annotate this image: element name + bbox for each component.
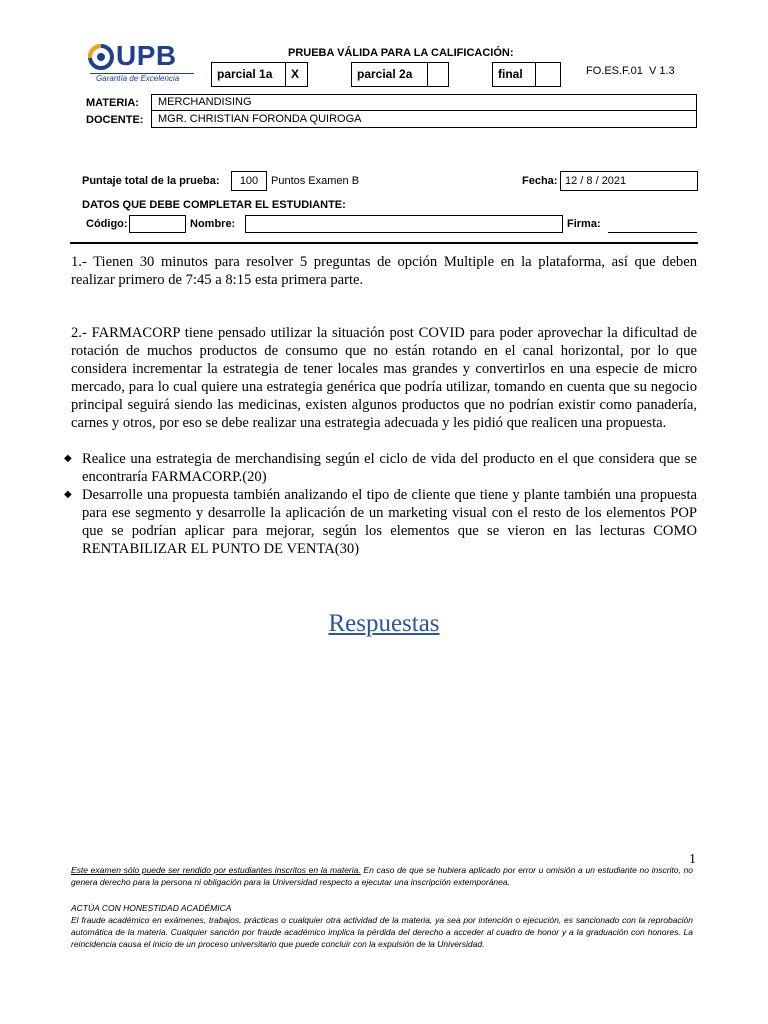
- diamond-bullet-icon: ◆: [64, 489, 72, 500]
- footer-notice-underlined: Este examen sólo puede ser rendido por estudiantes inscritos en la materia.: [71, 865, 361, 875]
- final-label: final: [492, 62, 536, 87]
- teacher-field: MGR. CHRISTIAN FORONDA QUIROGA: [151, 110, 697, 128]
- final-checkbox[interactable]: [535, 62, 561, 87]
- name-label: Nombre:: [190, 218, 236, 230]
- teacher-label: DOCENTE:: [86, 114, 144, 126]
- list-item: [60, 450, 697, 486]
- diamond-bullet-icon: ◆: [64, 453, 72, 464]
- partial-2-checkbox[interactable]: [427, 62, 449, 87]
- upb-logo: [88, 40, 198, 88]
- question-2-bullets: [60, 450, 697, 558]
- signature-label: Firma:: [567, 218, 601, 230]
- code-field[interactable]: [129, 215, 186, 233]
- partial-1-label: parcial 1a: [211, 62, 286, 87]
- signature-line[interactable]: [608, 232, 697, 233]
- partial-2-label: parcial 2a: [351, 62, 428, 87]
- subject-label: MATERIA:: [86, 97, 139, 109]
- logo-tagline: Garantía de Excelencia: [96, 74, 180, 83]
- honesty-title: ACTÚA CON HONESTIDAD ACADÉMICA: [71, 903, 232, 913]
- upb-logo-mark-icon: [88, 44, 114, 70]
- bullet-text: Desarrolle una propuesta también analizando el tipo de cliente que tiene y plante también una propuesta para ese segmento y desarrolle la aplicación de un marketing visual con el resto de los elementos POP que se podrían aplicar para mejorar, según los elementos que se vieron en las lecturas COMO RENTABILIZAR EL PUNTO DE VENTA(30): [82, 487, 697, 557]
- bullet-text: Realice una estrategia de merchandising según el ciclo de vida del producto en el que considera que se encontraría FARMACORP.(20): [82, 451, 697, 485]
- header-divider: [70, 242, 698, 244]
- partial-1-checkbox[interactable]: X: [285, 62, 308, 87]
- date-label: Fecha:: [522, 175, 558, 187]
- exam-type: Puntos Examen B: [271, 175, 360, 187]
- date-field: 12 / 8 / 2021: [560, 171, 698, 191]
- exam-valid-title: PRUEBA VÁLIDA PARA LA CALIFICACIÓN:: [288, 47, 514, 59]
- form-code: FO.ES.F.01 V 1.3: [586, 65, 675, 77]
- page-number: 1: [689, 852, 696, 867]
- score-value: 100: [231, 171, 267, 191]
- list-item: [60, 486, 697, 558]
- honesty-text: El fraude académico en exámenes, trabajos, prácticas o cualquier otra actividad de la materia, ya sea por intención o ejecución, es sancionado con la reprobación automática de la materia. Cualquier sanción por fraude académico implica la pérdida del derecho a acceder al cuadro de honor y a la graduación con honores. La reincidencia causa el inicio de un proceso universitario que puede concluir con la expulsión de la Universidad.: [71, 915, 693, 949]
- student-section-title: DATOS QUE DEBE COMPLETAR EL ESTUDIANTE:: [82, 199, 346, 211]
- code-label: Código:: [86, 218, 128, 230]
- answers-title: Respuestas: [328, 610, 440, 637]
- footer-notice-rest: En caso de que se hubiera aplicado por error u omisión a un estudiante no inscrito, no genera derecho para la persona ni obligación para la Universidad respecto a ejecutar una inscripción extemporánea.: [71, 865, 694, 887]
- name-field[interactable]: [245, 215, 563, 233]
- subject-field: MERCHANDISING: [151, 94, 697, 111]
- logo-text: UPB: [116, 40, 177, 71]
- footer-notice: [71, 864, 693, 888]
- question-1: 1.- Tienen 30 minutos para resolver 5 preguntas de opción Multiple en la plataforma, así que deben realizar primero de 7:45 a 8:15 esta primera parte.: [71, 254, 697, 288]
- question-2: 2.- FARMACORP tiene pensado utilizar la situación post COVID para poder aprovechar la dificultad de rotación de muchos productos de consumo que no están rotando en el canal horizontal, por lo que considera incrementar la estrategia de tener locales mas grandes y convertirlos en una especie de micro mercado, para lo cual quiere una estrategia genérica que podría utilizar, tomando en cuenta que su negocio principal seguirá siendo las medicinas, existen algunos productos que no podrían existir como panadería, carnes y otros, por eso se debe realizar una estrategia adecuada y les pidió que realicen una propuesta.: [71, 325, 697, 431]
- score-label: Puntaje total de la prueba:: [82, 175, 220, 187]
